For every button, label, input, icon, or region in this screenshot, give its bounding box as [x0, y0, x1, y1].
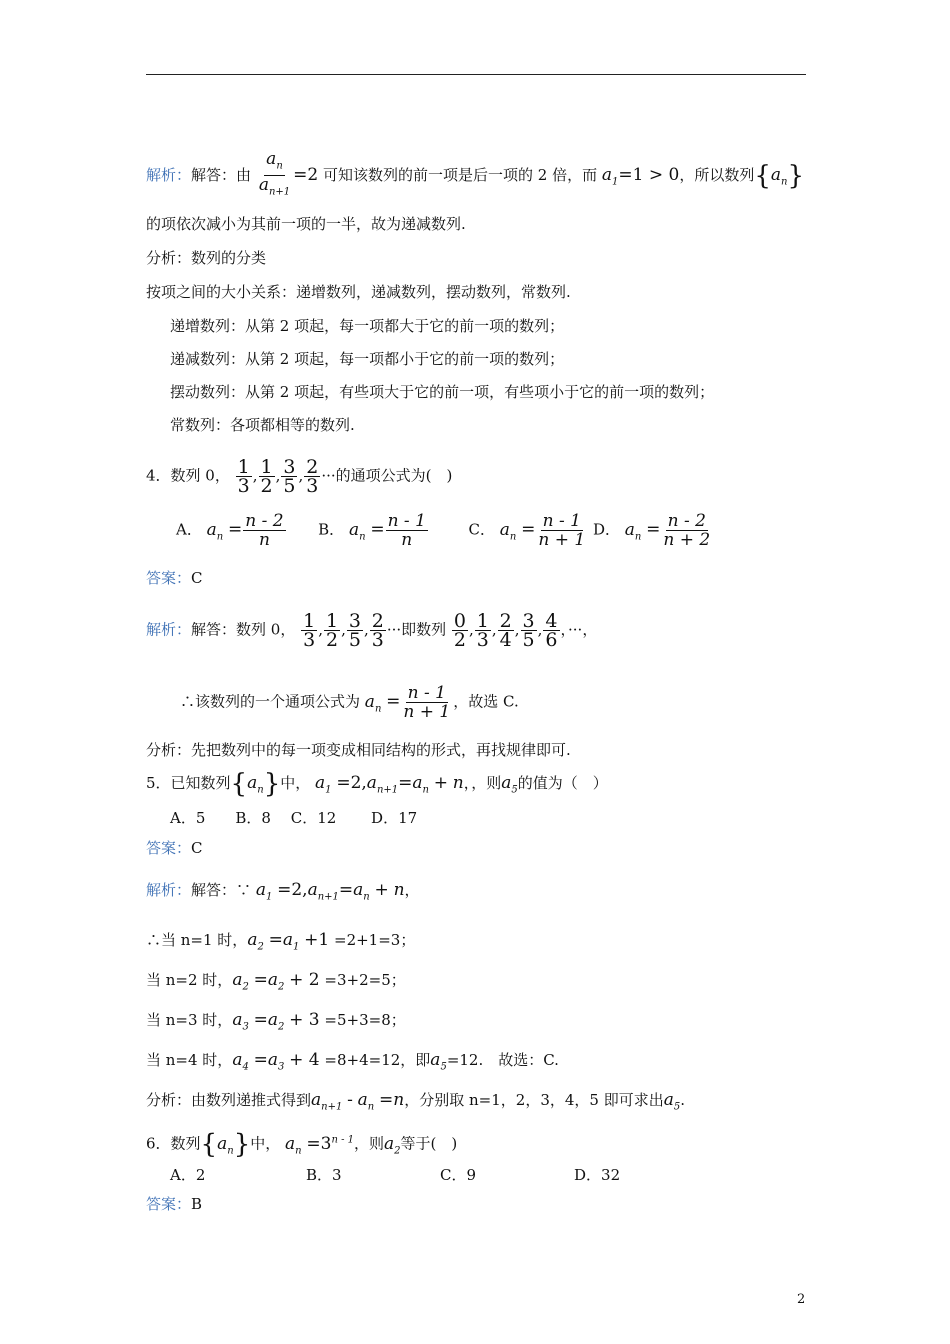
- step-3-lead: 当 n=3 时，: [146, 1011, 233, 1029]
- analysis-4: 分析：先把数列中的每一项变成相同结构的形式，再找规律即可.: [146, 741, 571, 759]
- option-a: A．: [176, 520, 202, 539]
- option-d: D．32: [574, 1166, 621, 1184]
- q4-lead: 4．数列 0，: [146, 466, 230, 485]
- answer-5: [146, 838, 203, 858]
- solution-5: 解析：解答：∵ $a_1 =2,a_{n+1}=a_n + n$，: [146, 880, 420, 903]
- solution-5-text: 解答：∵: [191, 881, 252, 899]
- solution-4-conclusion: ∴该数列的一个通项公式为 $a_n$ = $\frac{n - 1}{n + 1}$ ，故选 C.: [180, 683, 519, 722]
- header-rule: [146, 74, 806, 75]
- step-2-lead: 当 n=2 时，: [146, 971, 233, 989]
- step-4-tail-2: =12. 故选：C.: [446, 1051, 559, 1069]
- question-4: 4．数列 0， $\frac{1}{3}$ , $\frac{1}{2}$ , $\frac{3}{5}$ , $\frac{2}{3}$ ···的通项公式为( ): [146, 456, 453, 497]
- page-number: 2: [797, 1292, 806, 1307]
- ratio-equals: =2: [293, 164, 319, 185]
- solution-4-text-2: ···即数列: [386, 620, 447, 639]
- answer-value: C: [191, 839, 203, 857]
- step-4-tail: =8+4=12，即: [324, 1051, 431, 1069]
- answer-value: B: [191, 1195, 203, 1213]
- analysis-line-2: 的项依次减小为其前一项的一半，故为递减数列.: [146, 215, 466, 233]
- step-2-tail: =3+2=5；: [324, 971, 406, 989]
- option-c: C．9: [440, 1166, 477, 1184]
- classify-by-size: 按项之间的大小关系：递增数列，递减数列，摆动数列，常数列.: [146, 283, 571, 301]
- increasing-def: 递增数列：从第 2 项起，每一项都大于它的前一项的数列；: [170, 317, 565, 335]
- analysis-5-lead: 分析：由数列递推式得到: [146, 1091, 312, 1109]
- question-6: 6．数列$\{a_n\}$中， $a_n =3^{n - 1}$，则$a_2$等于( ): [146, 1129, 458, 1160]
- constant-def: 常数列：各项都相等的数列.: [170, 416, 355, 434]
- decreasing-def: 递减数列：从第 2 项起，每一项都小于它的前一项的数列；: [170, 350, 565, 368]
- analysis-label: 解析：: [146, 165, 192, 184]
- q6-mid-2: ，则: [354, 1134, 385, 1153]
- q5-mid: 中，: [280, 774, 311, 792]
- step-1-tail: =2+1=3；: [334, 931, 416, 949]
- q4-tail: ···的通项公式为( ): [321, 466, 453, 485]
- conclusion-lead: ∴该数列的一个通项公式为: [180, 692, 361, 711]
- answer-value: C: [191, 569, 203, 587]
- step-1: ∴当 n=1 时，$a_2 =a_1 +1 =2+1=3$；: [146, 930, 416, 953]
- step-3: 当 n=3 时，$a_3 =a_2 + 3 =5+3=8$；: [146, 1010, 406, 1033]
- option-b: B．: [318, 520, 345, 539]
- step-3-tail: =5+3=8；: [324, 1011, 406, 1029]
- option-b: B．3: [306, 1166, 342, 1184]
- analysis-classify: 分析：数列的分类: [146, 249, 267, 267]
- analysis-text-3: ，所以数列: [679, 165, 755, 184]
- q6-end: 等于( ): [400, 1134, 458, 1153]
- conclusion-tail: ，故选 C.: [453, 692, 519, 711]
- solution-4-text: 解答：数列 0，: [191, 620, 296, 639]
- q6-mid: 中，: [250, 1134, 281, 1153]
- analysis-text: 解答：由: [191, 165, 252, 184]
- a1-value: =1 > 0: [618, 164, 680, 185]
- analysis-5-mid: ，分别取 n=1，2，3，4，5 即可求出: [404, 1091, 664, 1109]
- ratio-fraction: $\frac{a_n}{a_{n+1}}$: [258, 149, 291, 198]
- q5-tail: ，，则: [463, 774, 502, 792]
- analysis-5: 分析：由数列递推式得到$a_{n+1} - a_n =n$，分别取 n=1，2，3，4，5 即可求出$a_5$.: [146, 1090, 686, 1113]
- q6-options: [170, 1165, 620, 1185]
- option-c: C．: [468, 520, 495, 539]
- q5-lead: 5．已知数列: [146, 774, 231, 792]
- solution-label: 解析：: [146, 881, 192, 899]
- answer-4: [146, 568, 203, 588]
- step-4-lead: 当 n=4 时，: [146, 1051, 233, 1069]
- step-4: 当 n=4 时，$a_4 =a_3 + 4 =8+4=12$，即$a_5=12$. 故选：C.: [146, 1050, 559, 1073]
- step-1-lead: ∴当 n=1 时，: [146, 931, 248, 949]
- q5-options: A．5 B．8 C．12 D．17: [170, 809, 418, 827]
- q5-end: 的值为（ ）: [517, 774, 608, 792]
- step-2: 当 n=2 时，$a_2 =a_2 + 2 =3+2=5$；: [146, 970, 406, 993]
- q4-options: A． $a_n$ = $\frac{n - 2}{n}$ B． $a_n$ = $\frac{n - 1}{n}$ C． $a_n$ = $\frac{n - 1}{n + 1}$ D． $a_n$ = $\frac{n - 2}{n + 2}$: [176, 511, 711, 550]
- answer-label: 答案：: [146, 839, 192, 857]
- solution-5-text-2: ，: [404, 881, 420, 899]
- q6-lead: 6．数列: [146, 1134, 201, 1153]
- answer-label: 答案：: [146, 1195, 192, 1213]
- question-5: 5．已知数列$\{a_n\}$中， $a_1 =2,a_{n+1}=a_n + n$，，则$a_5$的值为（ ）: [146, 769, 608, 799]
- option-a: A．2: [170, 1166, 206, 1184]
- analysis-text-2: 可知该数列的前一项是后一项的 2 倍，而: [322, 165, 598, 184]
- analysis-line-1: 解析：解答：由 $\frac{a_n}{a_{n+1}}$ =2 可知该数列的前一项是后一项的 2 倍，而 $a_1=1 > 0$，所以数列$\{a_n\}$: [146, 150, 804, 202]
- option-d: D．: [592, 520, 620, 539]
- oscillating-def: 摆动数列：从第 2 项起，有些项大于它的前一项，有些项小于它的前一项的数列；: [170, 383, 715, 401]
- solution-4: 解析：解答：数列 0， $\frac{1}{3}$ , $\frac{1}{2}$ , $\frac{3}{5}$ , $\frac{2}{3}$ ···即数列 $\frac{0}{2}$ , $\frac{1}{3}$ , $\frac{2}{4}$ , $\frac{3}{5}$ , $\frac{4}{6}$ ，···，: [146, 610, 598, 651]
- frac-1-3: $\frac{1}{3}$: [237, 456, 250, 497]
- solution-4-text-3: ，···，: [560, 620, 598, 639]
- answer-6: [146, 1194, 202, 1214]
- answer-label: 答案：: [146, 569, 192, 587]
- analysis-5-end: .: [680, 1091, 686, 1109]
